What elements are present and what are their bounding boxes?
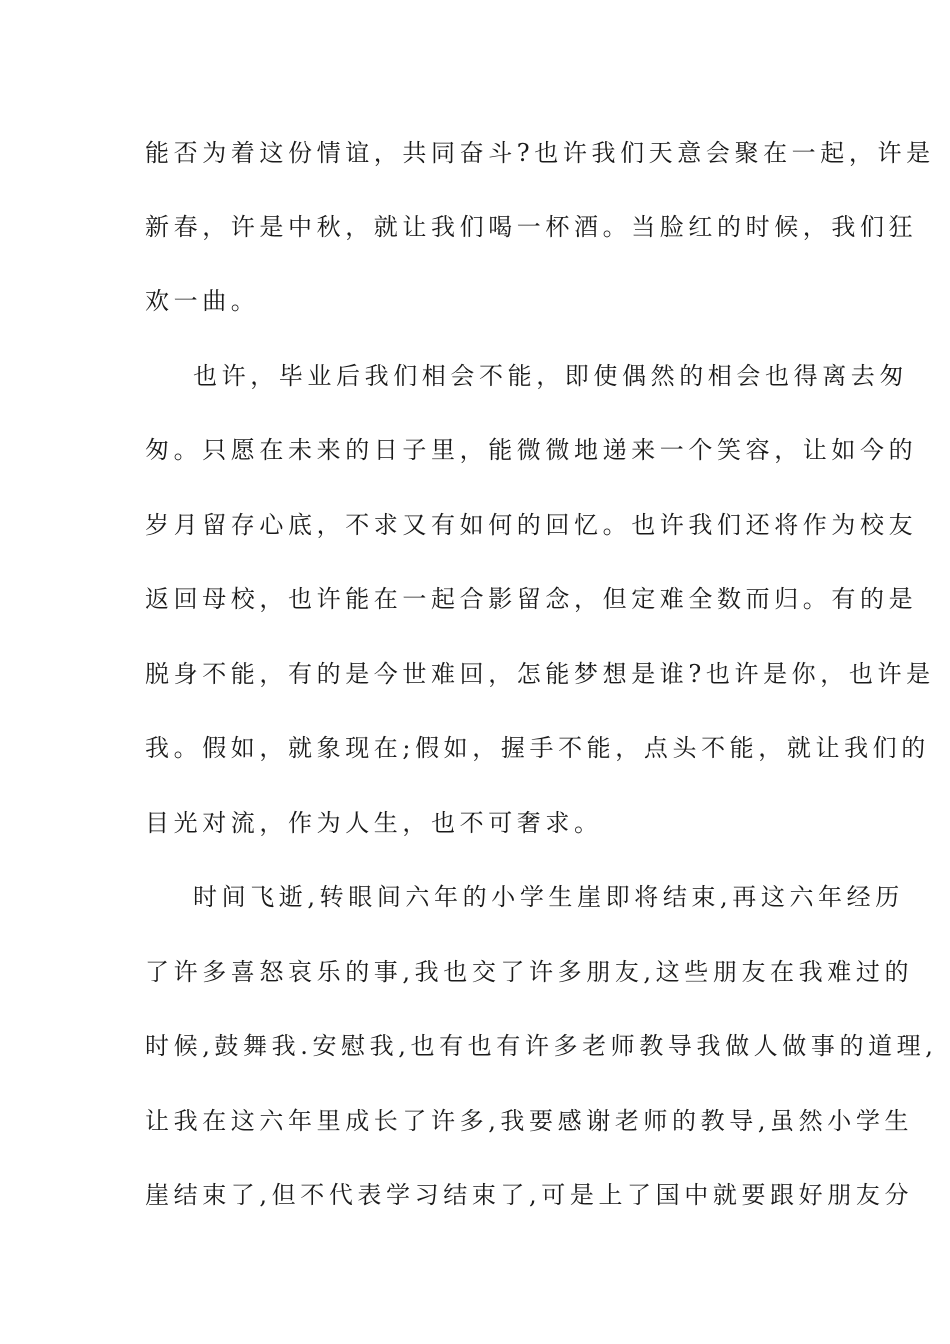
text-line: 脱身不能，有的是今世难回，怎能梦想是谁?也许是你，也许是: [145, 660, 935, 688]
text-line: 让我在这六年里成长了许多,我要感谢老师的教导,虽然小学生: [145, 1107, 914, 1135]
paragraph-first-line: 也许，毕业后我们相会不能，即使偶然的相会也得离去匆: [193, 362, 908, 390]
text-line: 能否为着这份情谊，共同奋斗?也许我们天意会聚在一起，许是: [145, 139, 935, 167]
text-line: 匆。只愿在未来的日子里，能微微地递来一个笑容，让如今的: [145, 436, 918, 464]
text-line: 崖结束了,但不代表学习结束了,可是上了国中就要跟好朋友分: [145, 1181, 914, 1209]
text-line: 欢一曲。: [145, 287, 260, 315]
text-line: 新春，许是中秋，就让我们喝一杯酒。当脸红的时候，我们狂: [145, 213, 918, 241]
text-line: 目光对流，作为人生，也不可奢求。: [145, 809, 603, 837]
text-line: 了许多喜怒哀乐的事,我也交了许多朋友,这些朋友在我难过的: [145, 958, 914, 986]
text-line: 我。假如，就象现在;假如，握手不能，点头不能，就让我们的: [145, 734, 930, 762]
text-line: 时候,鼓舞我.安慰我,也有也有许多老师教导我做人做事的道理,: [145, 1032, 938, 1060]
text-line: 返回母校，也许能在一起合影留念，但定难全数而归。有的是: [145, 585, 918, 613]
paragraph-first-line: 时间飞逝,转眼间六年的小学生崖即将结束,再这六年经历: [193, 883, 904, 911]
text-line: 岁月留存心底，不求又有如何的回忆。也许我们还将作为校友: [145, 511, 918, 539]
